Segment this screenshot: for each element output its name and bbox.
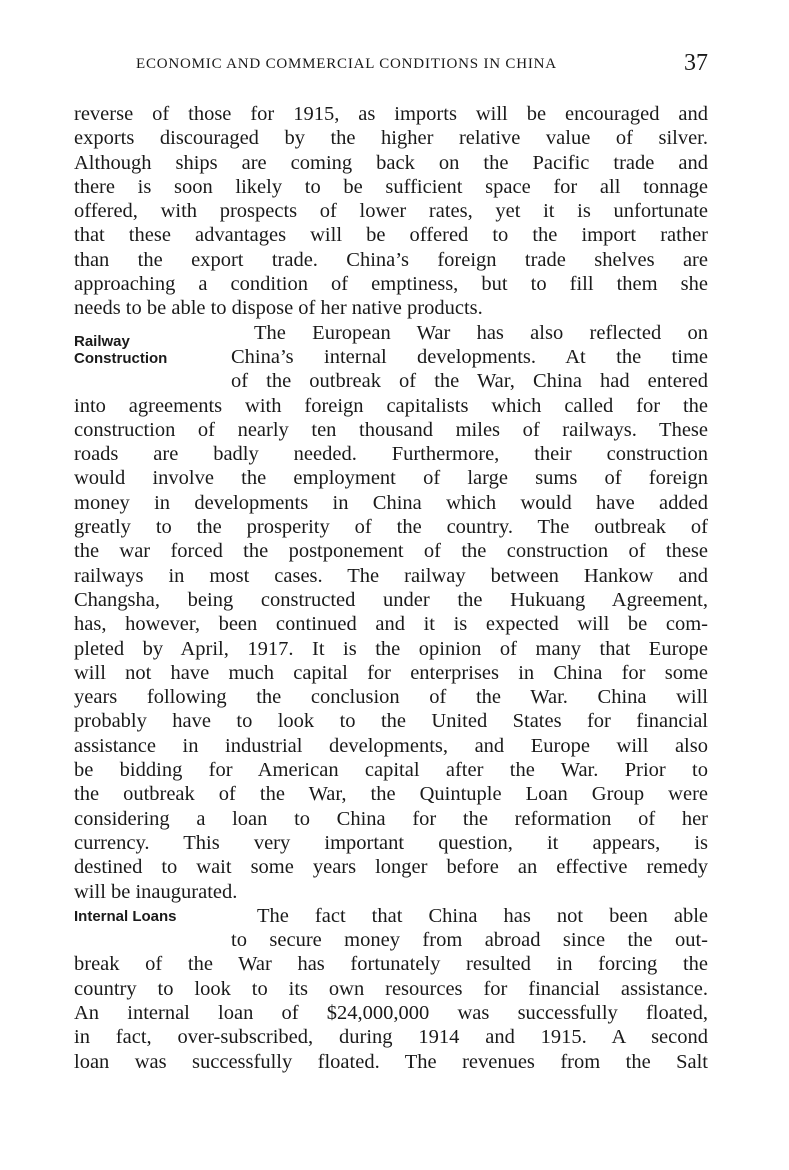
- paragraph-railway-construction: [74, 321, 708, 904]
- text-line: roads are badly needed. Furthermore, their construction: [74, 443, 708, 466]
- paragraph-1: [74, 102, 708, 321]
- running-head: [74, 52, 708, 80]
- text-line: The fact that China has not been able: [257, 904, 708, 927]
- text-line: destined to wait some years longer before an effective remedy: [74, 856, 708, 879]
- text-line: than the export trade. China’s foreign trade shelves are: [74, 248, 708, 271]
- text-line: will be inaugurated.: [74, 880, 238, 903]
- page-number: 37: [684, 50, 708, 76]
- text-line: exports discouraged by the higher relative value of silver.: [74, 127, 708, 150]
- text-line: of the outbreak of the War, China had entered: [231, 370, 708, 393]
- body-text: [74, 102, 708, 1074]
- text-line: loan was successfully floated. The revenues from the Salt: [74, 1050, 708, 1073]
- text-line: into agreements with foreign capitalists which called for the: [74, 394, 708, 417]
- text-line: in fact, over-subscribed, during 1914 and 1915. A second: [74, 1026, 708, 1049]
- text-line: Changsha, being constructed under the Hukuang Agreement,: [74, 588, 708, 611]
- text-line: China’s internal developments. At the time: [231, 345, 708, 368]
- text-line: pleted by April, 1917. It is the opinion of many that Europe: [74, 637, 708, 660]
- text-line: Although ships are coming back on the Pacific trade and: [74, 151, 708, 174]
- paragraph-internal-loans: [74, 904, 708, 1074]
- running-title: ECONOMIC AND COMMERCIAL CONDITIONS IN CHINA: [136, 56, 557, 72]
- text-line: the war forced the postponement of the construction of these: [74, 540, 708, 563]
- text-line: has, however, been continued and it is expected will be com-: [74, 613, 708, 636]
- text-line: An internal loan of $24,000,000 was successfully floated,: [74, 1001, 708, 1024]
- text-line: probably have to look to the United States for financial: [74, 710, 708, 733]
- text-line: reverse of those for 1915, as imports will be encouraged and: [74, 103, 708, 125]
- sidenote-line: Railway: [74, 333, 130, 350]
- text-line: construction of nearly ten thousand miles of railways. These: [74, 418, 708, 441]
- text-line: country to look to its own resources for financial assistance.: [74, 977, 708, 1000]
- text-line: to secure money from abroad since the out-: [231, 929, 708, 952]
- text-line: offered, with prospects of lower rates, yet it is unfortunate: [74, 200, 708, 223]
- text-line: greatly to the prosperity of the country. The outbreak of: [74, 516, 708, 539]
- text-line: would involve the employment of large sums of foreign: [74, 467, 708, 490]
- sidenote-line: Construction: [74, 350, 168, 367]
- text-line: money in developments in China which would have added: [74, 491, 708, 514]
- text-line: railways in most cases. The railway between Hankow and: [74, 564, 708, 587]
- text-line: currency. This very important question, it appears, is: [74, 831, 708, 854]
- text-line: considering a loan to China for the reformation of her: [74, 807, 708, 830]
- sidenote-line: Internal Loans: [74, 908, 177, 925]
- text-line: needs to be able to dispose of her native products.: [74, 297, 483, 320]
- text-line: break of the War has fortunately resulted in forcing the: [74, 953, 708, 976]
- text-line: that these advantages will be offered to the import rather: [74, 224, 708, 247]
- text-line: will not have much capital for enterprises in China for some: [74, 661, 708, 684]
- text-line: approaching a condition of emptiness, but to fill them she: [74, 273, 708, 296]
- text-line: be bidding for American capital after the War. Prior to: [74, 759, 708, 782]
- text-line: there is soon likely to be sufficient space for all tonnage: [74, 175, 708, 198]
- text-line: the outbreak of the War, the Quintuple Loan Group were: [74, 783, 708, 806]
- text-line: years following the conclusion of the War. China will: [74, 686, 708, 709]
- text-line: assistance in industrial developments, and Europe will also: [74, 734, 708, 757]
- text-line: The European War has also reflected on: [254, 321, 708, 344]
